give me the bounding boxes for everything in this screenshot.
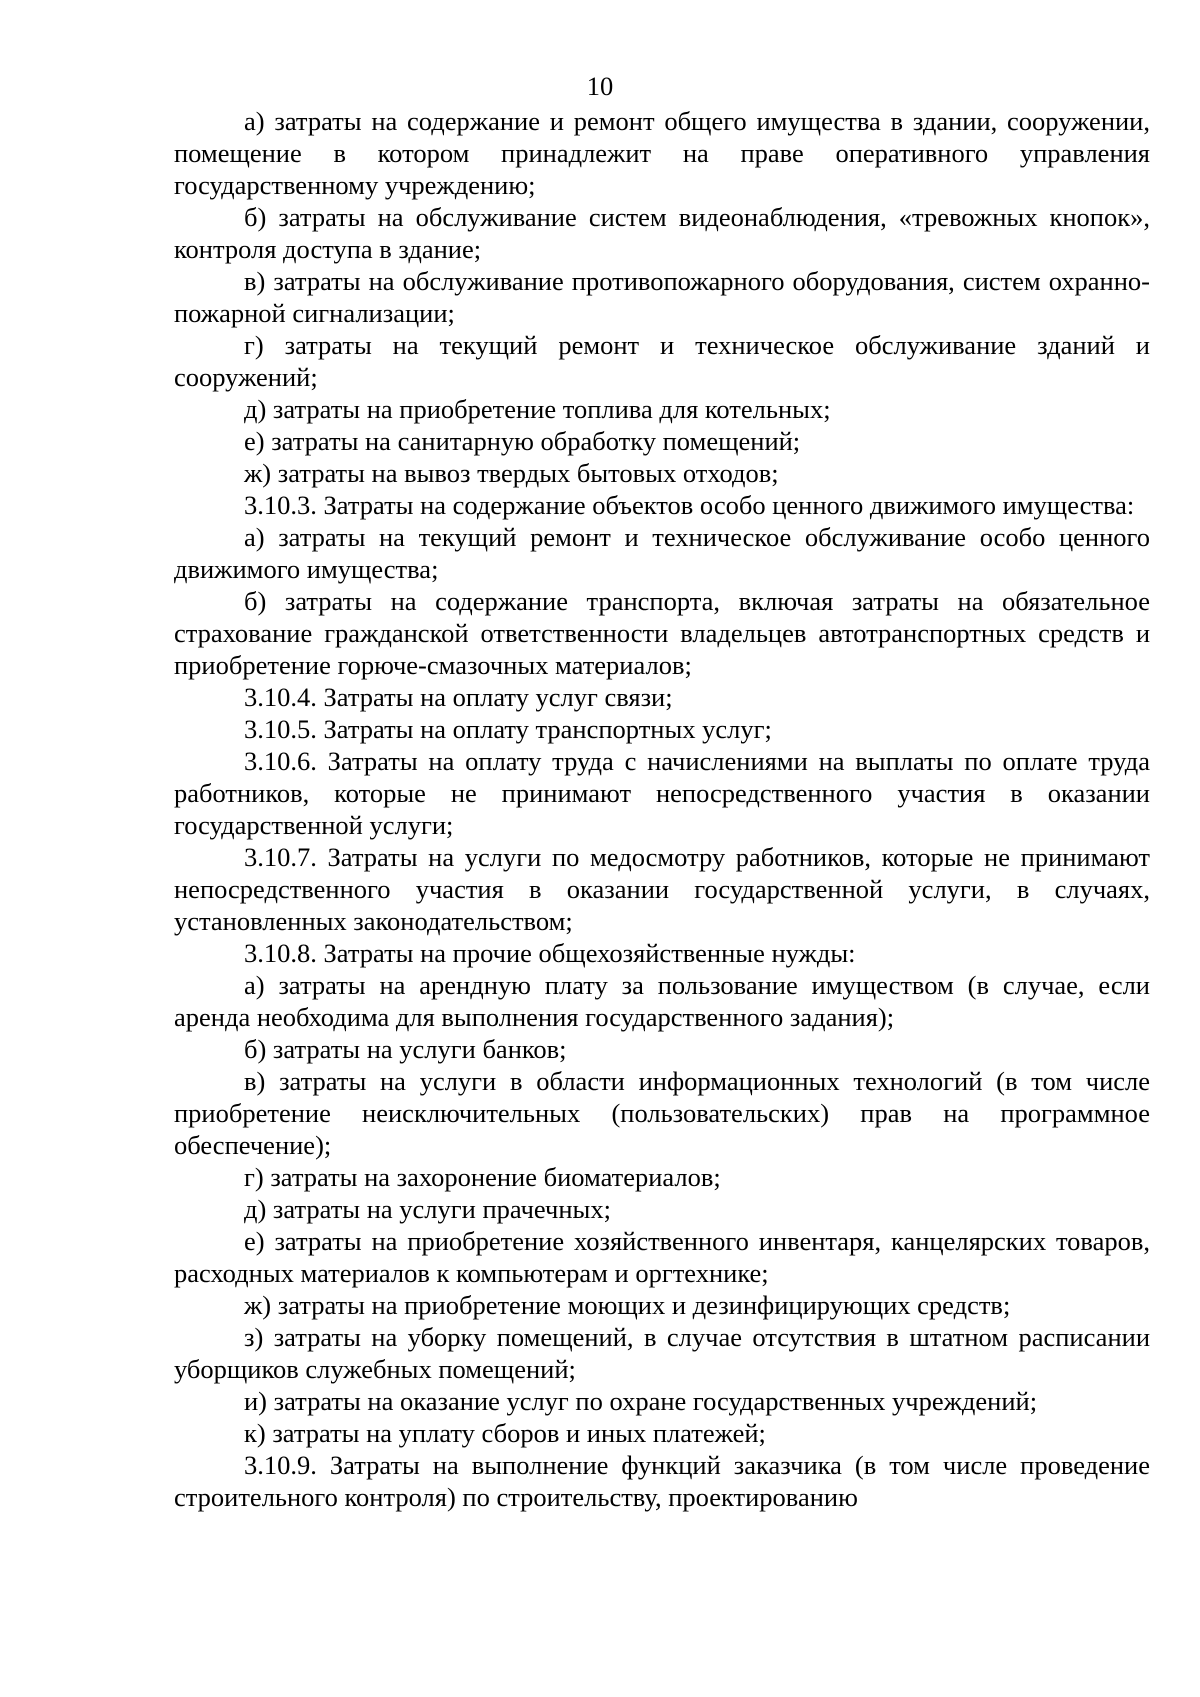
paragraph-3-10-8-k: к) затраты на уплату сборов и иных платежей; (244, 1418, 766, 1448)
section-3-10-7: 3.10.7. Затраты на услуги по медосмотру работников, которые не принимают непосредственного участия в оказании государственной услуги, в случаях, установленных законодательством; (174, 842, 1150, 936)
paragraph-3-10-8-v: в) затраты на услуги в области информационных технологий (в том числе приобретение неисключительных (пользовательских) прав на программное обеспечение); (174, 1066, 1150, 1160)
paragraph-3-10-8-z: з) затраты на уборку помещений, в случае отсутствия в штатном расписании уборщиков служебных помещений; (174, 1322, 1150, 1384)
paragraph-3-10-2-v: в) затраты на обслуживание противопожарного оборудования, систем охранно-пожарной сигнализации; (174, 266, 1150, 328)
paragraph-3-10-2-zh: ж) затраты на вывоз твердых бытовых отходов; (244, 458, 779, 488)
section-3-10-8: 3.10.8. Затраты на прочие общехозяйственные нужды: (244, 938, 856, 968)
paragraph-3-10-2-a: а) затраты на содержание и ремонт общего имущества в здании, сооружении, помещение в котором принадлежит на праве оперативного управления государственному учреждению; (174, 106, 1150, 200)
paragraph-3-10-2-g: г) затраты на текущий ремонт и техническое обслуживание зданий и сооружений; (174, 330, 1150, 392)
section-3-10-9: 3.10.9. Затраты на выполнение функций заказчика (в том числе проведение строительного контроля) по строительству, проектированию (174, 1450, 1150, 1512)
paragraph-3-10-8-g: г) затраты на захоронение биоматериалов; (244, 1162, 721, 1192)
section-3-10-6: 3.10.6. Затраты на оплату труда с начислениями на выплаты по оплате труда работников, которые не принимают непосредственного участия в оказании государственной услуги; (174, 746, 1150, 840)
document-body (174, 105, 1150, 1513)
page-number: 10 (586, 71, 614, 101)
paragraph-3-10-8-i: и) затраты на оказание услуг по охране государственных учреждений; (244, 1386, 1038, 1416)
paragraph-3-10-3-b: б) затраты на содержание транспорта, включая затраты на обязательное страхование гражданской ответственности владельцев автотранспортных средств и приобретение горюче-смазочных материалов; (174, 586, 1150, 680)
paragraph-3-10-2-d: д) затраты на приобретение топлива для котельных; (244, 394, 831, 424)
paragraph-3-10-8-e: е) затраты на приобретение хозяйственного инвентаря, канцелярских товаров, расходных материалов к компьютерам и оргтехнике; (174, 1226, 1150, 1288)
paragraph-3-10-8-zh: ж) затраты на приобретение моющих и дезинфицирующих средств; (244, 1290, 1011, 1320)
section-3-10-4: 3.10.4. Затраты на оплату услуг связи; (244, 682, 673, 712)
section-3-10-3: 3.10.3. Затраты на содержание объектов особо ценного движимого имущества: (244, 490, 1135, 520)
paragraph-3-10-8-a: а) затраты на арендную плату за пользование имуществом (в случае, если аренда необходима для выполнения государственного задания); (174, 970, 1150, 1032)
paragraph-3-10-3-a: а) затраты на текущий ремонт и техническое обслуживание особо ценного движимого имущества; (174, 522, 1150, 584)
paragraph-3-10-2-e: е) затраты на санитарную обработку помещений; (244, 426, 801, 456)
section-3-10-5: 3.10.5. Затраты на оплату транспортных услуг; (244, 714, 772, 744)
paragraph-3-10-8-b: б) затраты на услуги банков; (244, 1034, 567, 1064)
paragraph-3-10-2-b: б) затраты на обслуживание систем видеонаблюдения, «тревожных кнопок», контроля доступа в здание; (174, 202, 1150, 264)
paragraph-3-10-8-d: д) затраты на услуги прачечных; (244, 1194, 611, 1224)
